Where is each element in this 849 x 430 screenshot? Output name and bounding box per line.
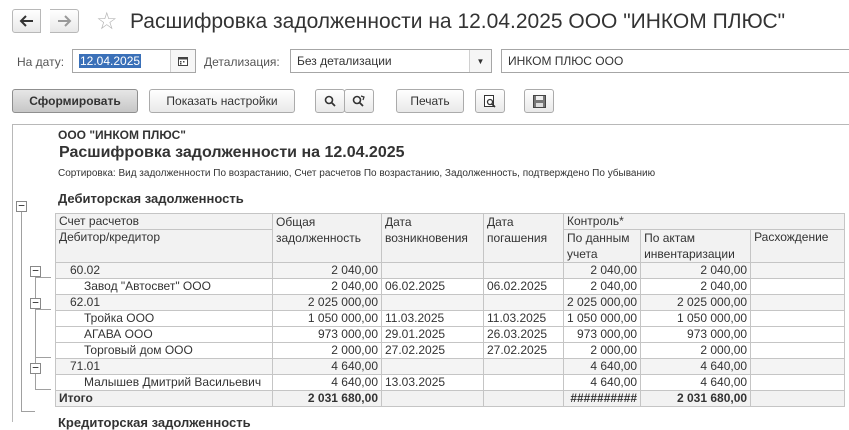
cell-date-repaid [484,263,564,279]
cell-total-debt: 2 040,00 [273,263,382,279]
debt-table [55,213,845,407]
cell-date-repaid: 26.03.2025 [484,327,564,343]
cell-counterparty: АГАВА ООО [56,327,273,343]
cell-inventory: 1 050 000,00 [641,311,751,327]
cell-accounting: 2 000,00 [564,343,641,359]
cell-discrepancy [751,327,845,343]
report-organization: ООО "ИНКОМ ПЛЮС" [58,128,186,142]
cell-total-debt: 1 050 000,00 [273,311,382,327]
cell-total-debt: 973 000,00 [273,327,382,343]
cell-discrepancy [751,263,845,279]
col-date-created: Дата возникновения [382,214,484,263]
col-by-accounting: По данным учета [564,230,641,263]
detail-select[interactable] [290,49,492,73]
collapse-toggle-icon[interactable]: − [30,298,41,309]
cell-date-repaid: 06.02.2025 [484,279,564,295]
window-title: Расшифровка задолженности на 12.04.2025 ООО "ИНКОМ ПЛЮС" [130,10,786,33]
show-settings-button[interactable]: Показать настройки [149,89,295,113]
cell-counterparty: 60.02 [56,263,273,279]
search-refresh-icon [352,95,366,107]
table-row[interactable] [56,311,845,327]
cell-discrepancy [751,279,845,295]
cell-counterparty: Завод "Автосвет" ООО [56,279,273,295]
cell-inventory: 2 040,00 [641,263,751,279]
save-icon [533,95,546,108]
cell-discrepancy [751,311,845,327]
save-button[interactable] [524,89,554,113]
search-button[interactable] [315,89,345,113]
cell-accounting: 2 040,00 [564,279,641,295]
cell-date-created: 06.02.2025 [382,279,484,295]
cell-total-debt: 2 000,00 [273,343,382,359]
collapse-toggle-icon[interactable]: − [30,363,41,374]
cell-discrepancy [751,295,845,311]
cell-date-repaid: 27.02.2025 [484,343,564,359]
section-payable: Кредиторская задолженность [58,415,251,430]
tree-line [35,309,51,310]
total-row [56,391,845,407]
detail-value: Без детализации [297,54,392,68]
title-bar [0,0,849,42]
print-preview-icon [484,95,496,108]
date-value: 12.04.2025 [80,54,141,68]
col-by-inventory: По актам инвентаризации [641,230,751,263]
dropdown-arrow-icon: ▼ [476,56,485,66]
tree-line [35,357,51,358]
section-receivable: Дебиторская задолженность [58,191,244,206]
tree-line [21,212,22,412]
total-empty [751,391,845,407]
cell-total-debt: 4 640,00 [273,359,382,375]
print-button[interactable]: Печать [396,89,464,113]
cell-discrepancy [751,343,845,359]
cell-date-created: 27.02.2025 [382,343,484,359]
tree-line [35,389,51,390]
table-header-row [56,214,845,230]
cell-accounting: 973 000,00 [564,327,641,343]
total-empty [484,391,564,407]
cell-date-created [382,359,484,375]
cell-inventory: 2 025 000,00 [641,295,751,311]
cell-inventory: 2 000,00 [641,343,751,359]
back-button[interactable] [12,9,41,33]
organization-input[interactable] [501,49,849,73]
generate-button[interactable]: Сформировать [12,89,138,113]
cell-date-created [382,263,484,279]
total-accounting: ########## [564,391,641,407]
tree-line [35,277,51,278]
report-heading: Расшифровка задолженности на 12.04.2025 [59,144,405,161]
cell-total-debt: 4 640,00 [273,375,382,391]
table-row[interactable] [56,343,845,359]
cell-date-repaid [484,295,564,311]
cell-counterparty: Тройка ООО [56,311,273,327]
cell-total-debt: 2 025 000,00 [273,295,382,311]
organization-value: ИНКОМ ПЛЮС ООО [508,54,624,68]
col-date-repaid: Дата погашения [484,214,564,263]
total-label: Итого [56,391,273,407]
calendar-icon [178,56,188,66]
col-account: Счет расчетов [56,214,273,230]
cell-date-created: 13.03.2025 [382,375,484,391]
cell-date-created: 11.03.2025 [382,311,484,327]
cell-discrepancy [751,359,845,375]
cell-date-created: 29.01.2025 [382,327,484,343]
col-counterparty: Дебитор/кредитор [56,230,273,263]
search-icon [324,95,336,107]
cell-counterparty: Малышев Дмитрий Васильевич [56,375,273,391]
favorite-star-icon[interactable]: ☆ [96,7,118,35]
group-row[interactable] [56,359,845,375]
group-row[interactable] [56,263,845,279]
cell-counterparty: Торговый дом ООО [56,343,273,359]
collapse-toggle-icon[interactable]: − [16,201,27,212]
group-row[interactable] [56,295,845,311]
cell-inventory: 4 640,00 [641,375,751,391]
col-discrepancy: Расхождение [751,230,845,263]
table-row[interactable] [56,375,845,391]
cell-accounting: 1 050 000,00 [564,311,641,327]
cell-discrepancy [751,375,845,391]
cell-counterparty: 62.01 [56,295,273,311]
table-row[interactable] [56,279,845,295]
calendar-button[interactable] [170,50,195,72]
cell-inventory: 973 000,00 [641,327,751,343]
cell-inventory: 2 040,00 [641,279,751,295]
report-sorting: Сортировка: Вид задолженности По возрастанию, Счет расчетов По возрастанию, Задолженность, подтверждено По убыванию [58,168,656,179]
detail-label: Детализация: [204,55,280,69]
cell-date-repaid: 11.03.2025 [484,311,564,327]
cell-accounting: 4 640,00 [564,375,641,391]
date-label: На дату: [17,55,65,69]
total-inventory: 2 031 680,00 [641,391,751,407]
tree-line [21,411,35,412]
arrow-left-icon [20,15,34,27]
print-preview-button[interactable] [475,89,505,113]
cell-total-debt: 2 040,00 [273,279,382,295]
cell-date-repaid [484,359,564,375]
total-empty [382,391,484,407]
cell-accounting: 2 025 000,00 [564,295,641,311]
collapse-toggle-icon[interactable]: − [30,266,41,277]
cell-inventory: 4 640,00 [641,359,751,375]
total-debt: 2 031 680,00 [273,391,382,407]
report-area[interactable] [12,124,849,430]
col-total-debt: Общая задолженность [273,214,382,263]
cell-date-created [382,295,484,311]
cell-accounting: 2 040,00 [564,263,641,279]
cell-date-repaid [484,375,564,391]
search-next-button[interactable] [344,89,374,113]
cell-accounting: 4 640,00 [564,359,641,375]
forward-button[interactable] [50,9,79,33]
table-row[interactable] [56,327,845,343]
cell-counterparty: 71.01 [56,359,273,375]
col-control: Контроль* [564,214,845,230]
arrow-right-icon [57,15,71,27]
detail-dropdown-button[interactable] [469,50,491,72]
